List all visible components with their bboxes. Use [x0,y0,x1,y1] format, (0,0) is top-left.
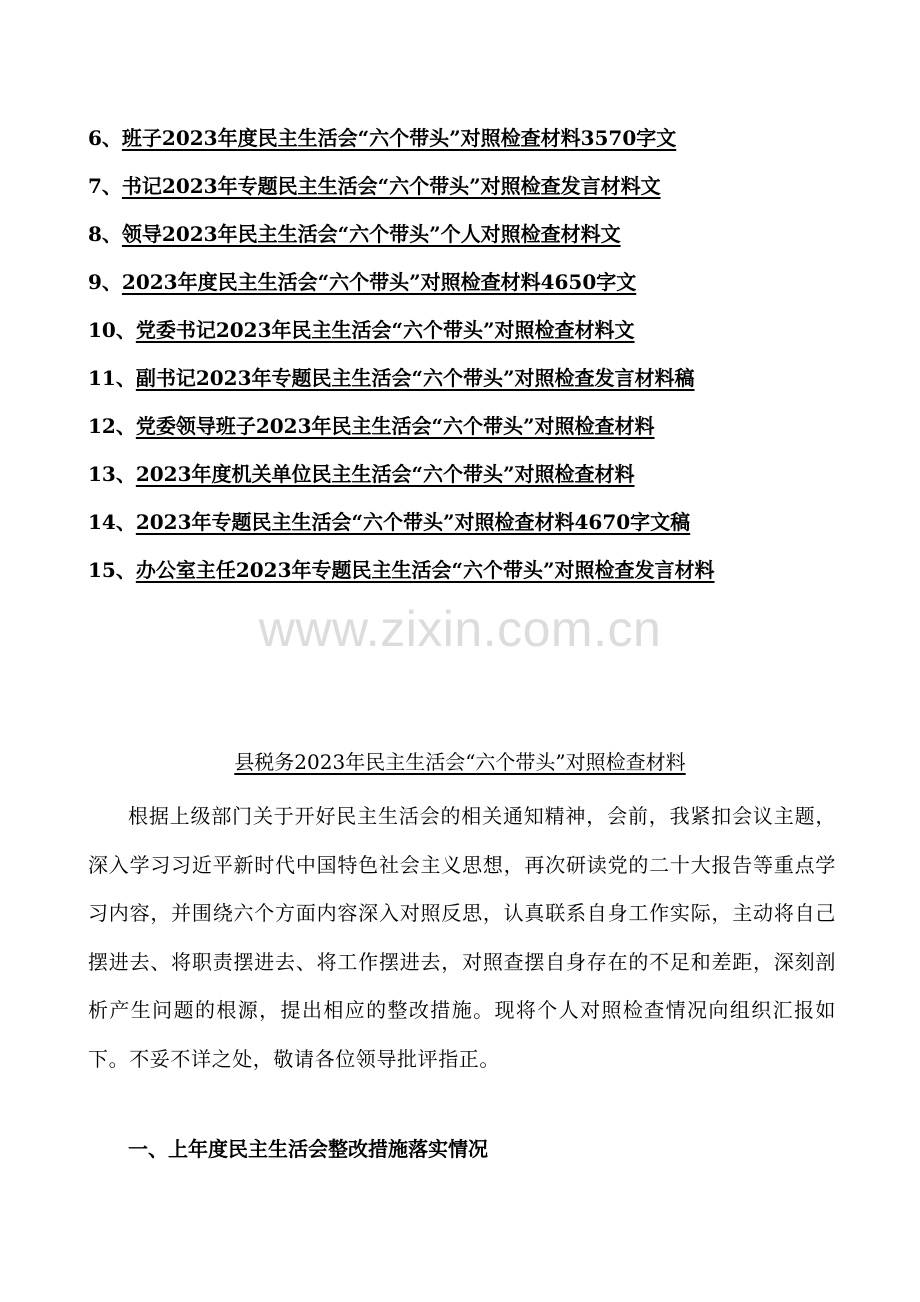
document-title: 县税务2023年民主生活会“六个带头”对照检查材料 [234,750,686,774]
toc-item-13 [88,454,868,502]
toc-item-number: 10、 [88,318,136,342]
toc-item-number: 11、 [88,366,136,390]
toc-item-link[interactable]: 书记2023年专题民主生活会“六个带头”对照检查发言材料文 [121,174,661,198]
toc-item-link[interactable]: 班子2023年度民主生活会“六个带头”对照检查材料3570字文 [121,126,677,150]
toc-item-link[interactable]: 2023年度民主生活会“六个带头”对照检查材料4650字文 [121,270,637,294]
toc-item-number: 15、 [88,558,136,582]
toc-item-7 [88,166,868,214]
toc-item-number: 14、 [88,510,136,534]
toc-item-link[interactable]: 2023年度机关单位民主生活会“六个带头”对照检查材料 [135,462,635,486]
toc-item-link[interactable]: 领导2023年民主生活会“六个带头”个人对照检查材料文 [121,222,621,246]
toc-item-9 [88,262,868,310]
toc-item-11 [88,358,868,406]
toc-item-link[interactable]: 副书记2023年专题民主生活会“六个带头”对照检查发言材料稿 [135,366,695,390]
toc-item-link[interactable]: 2023年专题民主生活会“六个带头”对照检查材料4670字文稿 [135,510,691,534]
toc-item-link[interactable]: 党委书记2023年民主生活会“六个带头”对照检查材料文 [135,318,635,342]
toc-item-8 [88,214,868,262]
toc-item-link[interactable]: 办公室主任2023年专题民主生活会“六个带头”对照检查发言材料 [135,558,715,582]
toc-item-10 [88,310,868,358]
section-heading: 一、上年度民主生活会整改措施落实情况 [128,1137,488,1161]
toc-item-number: 6、 [88,126,122,150]
toc-item-15 [88,550,868,598]
table-of-contents [88,118,868,598]
watermark: www.zixin.com.cn [258,601,662,657]
toc-item-6 [88,118,868,166]
toc-item-14 [88,502,868,550]
body-paragraph: 根据上级部门关于开好民主生活会的相关通知精神，会前，我紧扣会议主题，深入学习习近平新时代中国特色社会主义思想，再次研读党的二十大报告等重点学习内容，并围绕六个方面内容深入对照反思，认真联系自身工作实际，主动将自己摆进去、将职责摆进去、将工作摆进去，对照查摆自身存在的不足和差距，深刻剖析产生问题的根源，提出相应的整改措施。现将个人对照检查情况向组织汇报如下。不妥不详之处，敬请各位领导批评指正。 [88,804,836,1071]
toc-item-number: 7、 [88,174,122,198]
toc-item-link[interactable]: 党委领导班子2023年民主生活会“六个带头”对照检查材料 [135,414,655,438]
toc-item-number: 9、 [88,270,122,294]
toc-item-12 [88,406,868,454]
toc-item-number: 8、 [88,222,122,246]
toc-item-number: 13、 [88,462,136,486]
toc-item-number: 12、 [88,414,136,438]
